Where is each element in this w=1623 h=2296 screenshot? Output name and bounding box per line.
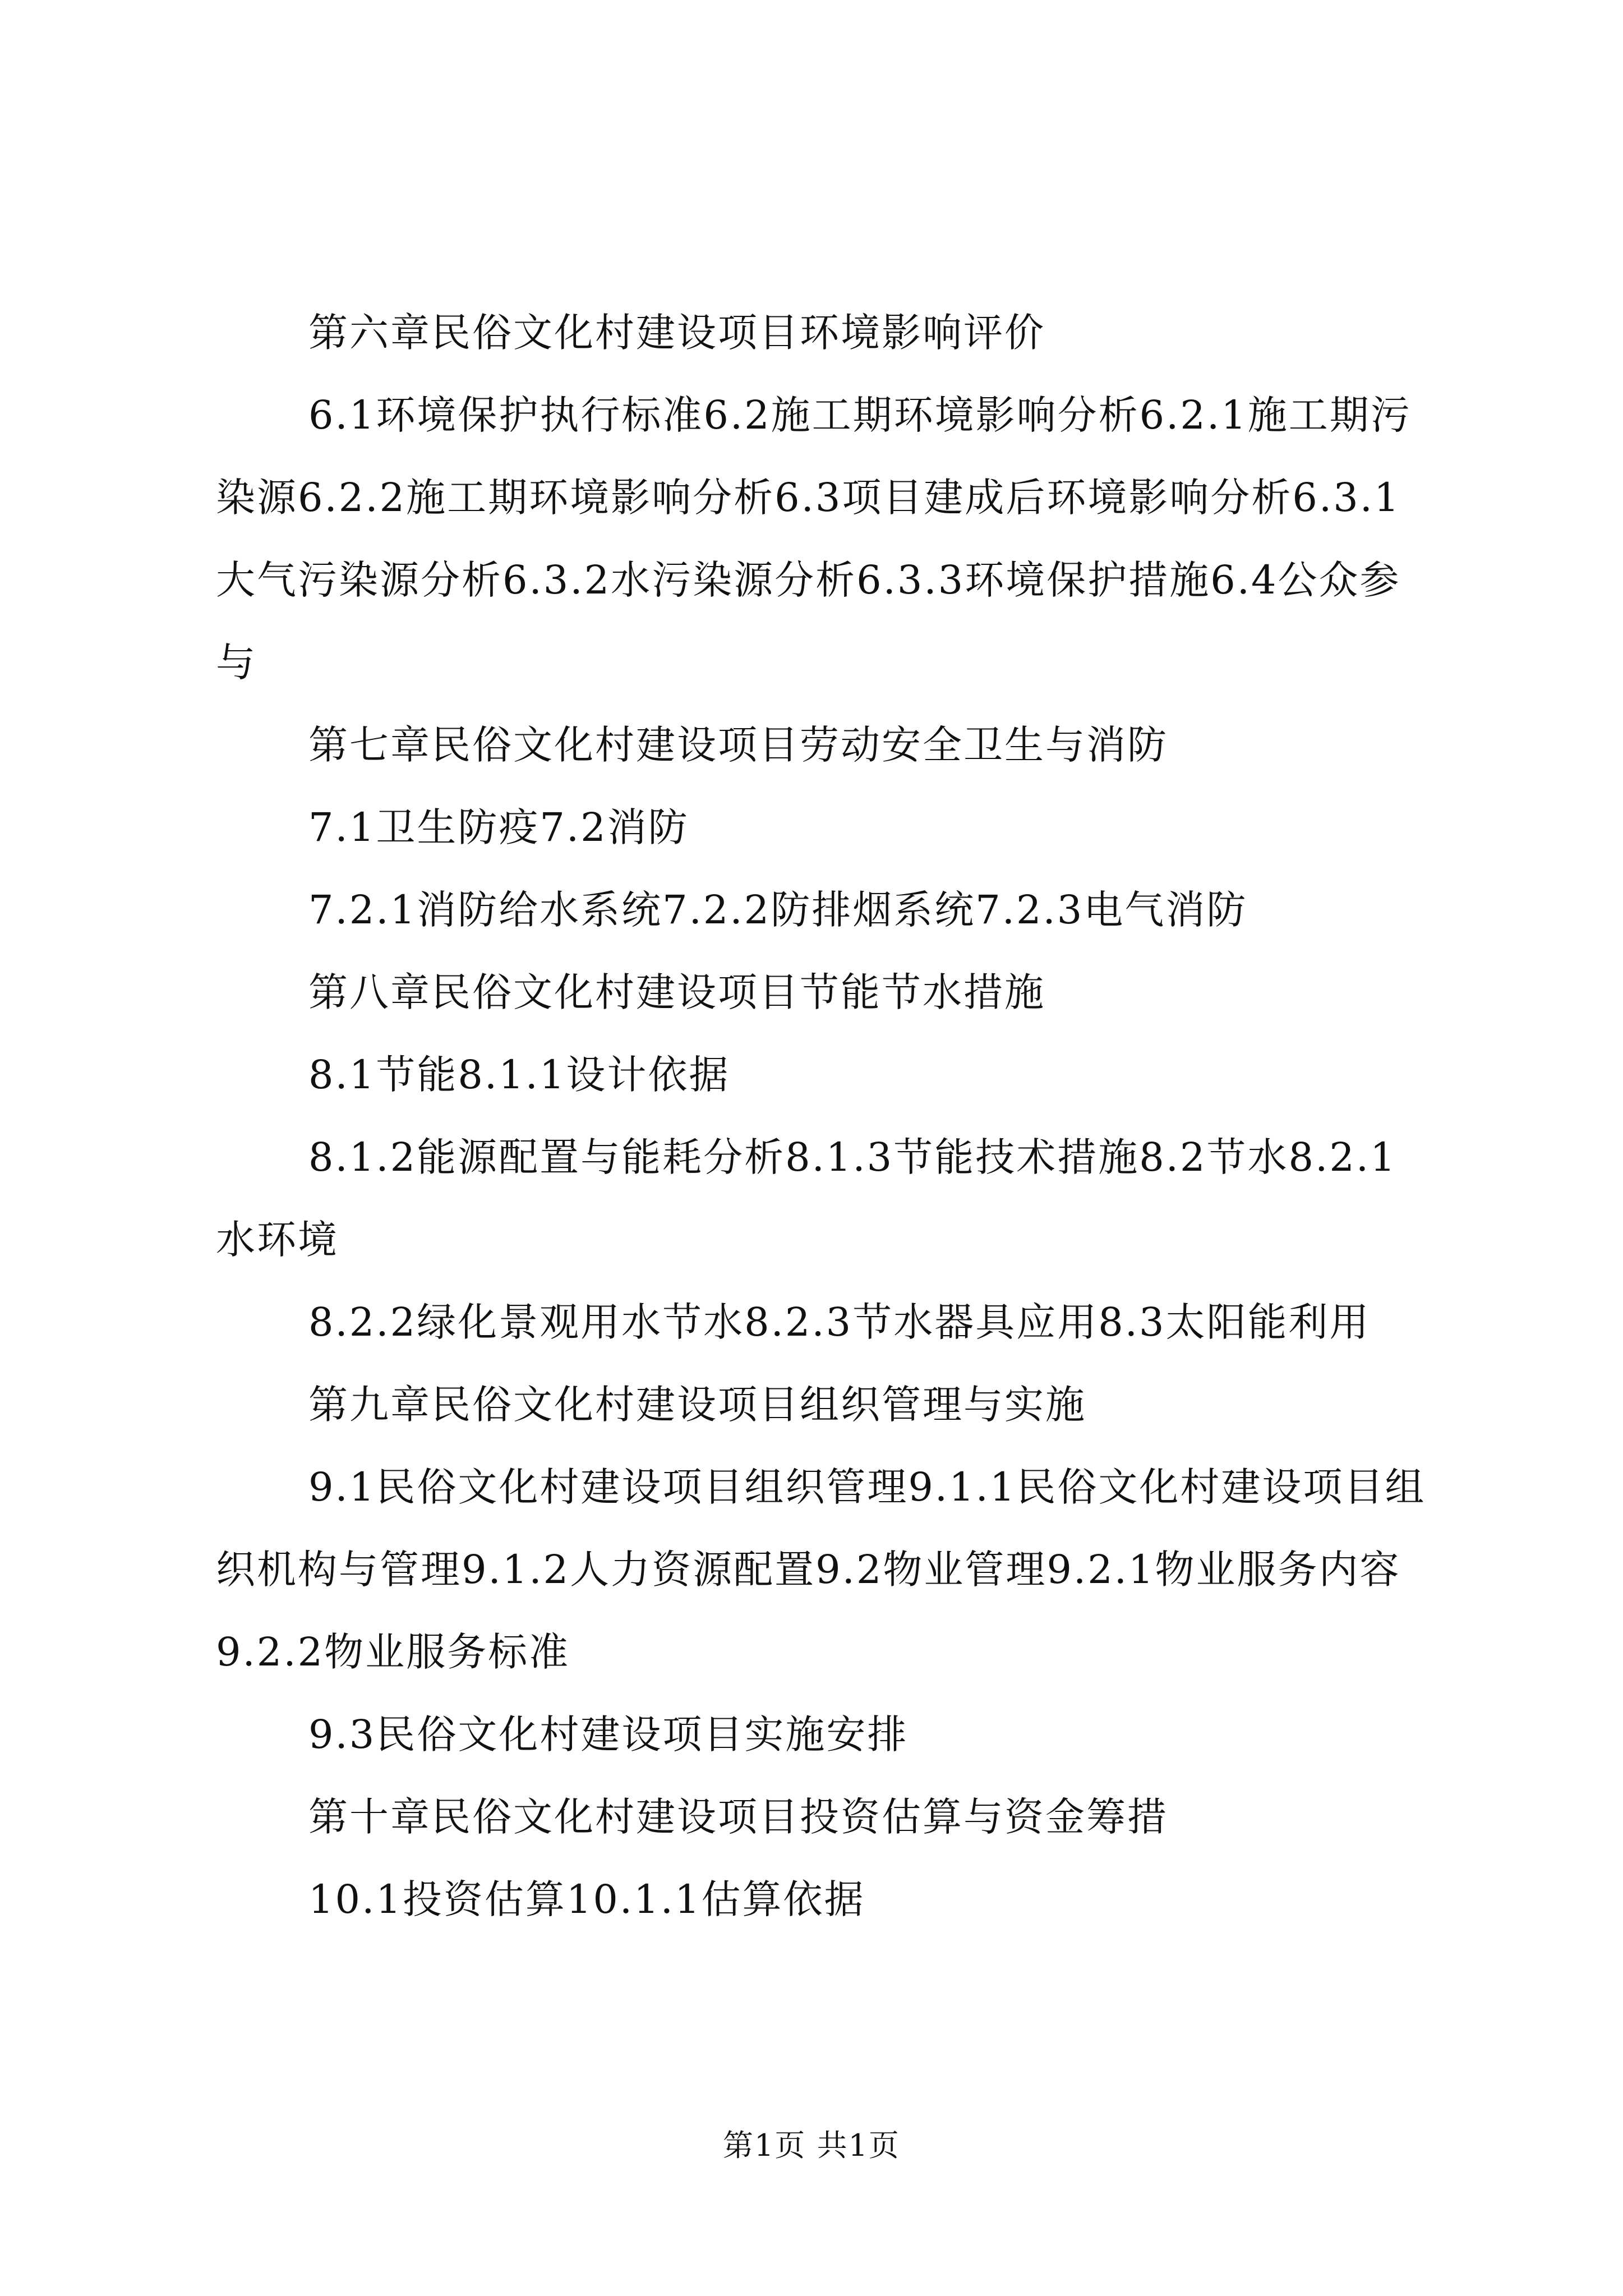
chapter-9-implementation: 9.3民俗文化村建设项目实施安排 [308, 1711, 909, 1757]
chapter-6-heading: 第六章民俗文化村建设项目环境影响评价 [308, 310, 1045, 356]
chapter-8-sections-a: 8.1节能8.1.1设计依据 [308, 1052, 730, 1098]
chapter-7-subsections: 7.2.1消防给水系统7.2.2防排烟系统7.2.3电气消防 [308, 887, 1248, 933]
chapter-7-heading: 第七章民俗文化村建设项目劳动安全卫生与消防 [308, 722, 1168, 768]
chapter-9-heading: 第九章民俗文化村建设项目组织管理与实施 [308, 1382, 1086, 1428]
chapter-10-sections: 10.1投资估算10.1.1估算依据 [308, 1876, 865, 1922]
document-body [216, 292, 1433, 1941]
chapter-7-sections: 7.1卫生防疫7.2消防 [308, 804, 689, 850]
chapter-10-heading: 第十章民俗文化村建设项目投资估算与资金筹措 [308, 1794, 1168, 1840]
page-footer: 第1页 共1页 [723, 2128, 900, 2163]
chapter-8-heading: 第八章民俗文化村建设项目节能节水措施 [308, 969, 1045, 1015]
chapter-6-sections: 6.1环境保护执行标准6.2施工期环境影响分析6.2.1施工期污染源6.2.2施工期环境影响分析6.3项目建成后环境影响分析6.3.1大气污染源分析6.3.2水污染源分析6.3.3环境保护措施6.4公众参与 [216, 392, 1412, 685]
chapter-8-sections-b: 8.1.2能源配置与能耗分析8.1.3节能技术措施8.2节水8.2.1水环境 [216, 1134, 1397, 1263]
chapter-8-sections-c: 8.2.2绿化景观用水节水8.2.3节水器具应用8.3太阳能利用 [308, 1299, 1371, 1345]
chapter-9-sections: 9.1民俗文化村建设项目组织管理9.1.1民俗文化村建设项目组织机构与管理9.1.2人力资源配置9.2物业管理9.2.1物业服务内容9.2.2物业服务标准 [216, 1464, 1426, 1675]
